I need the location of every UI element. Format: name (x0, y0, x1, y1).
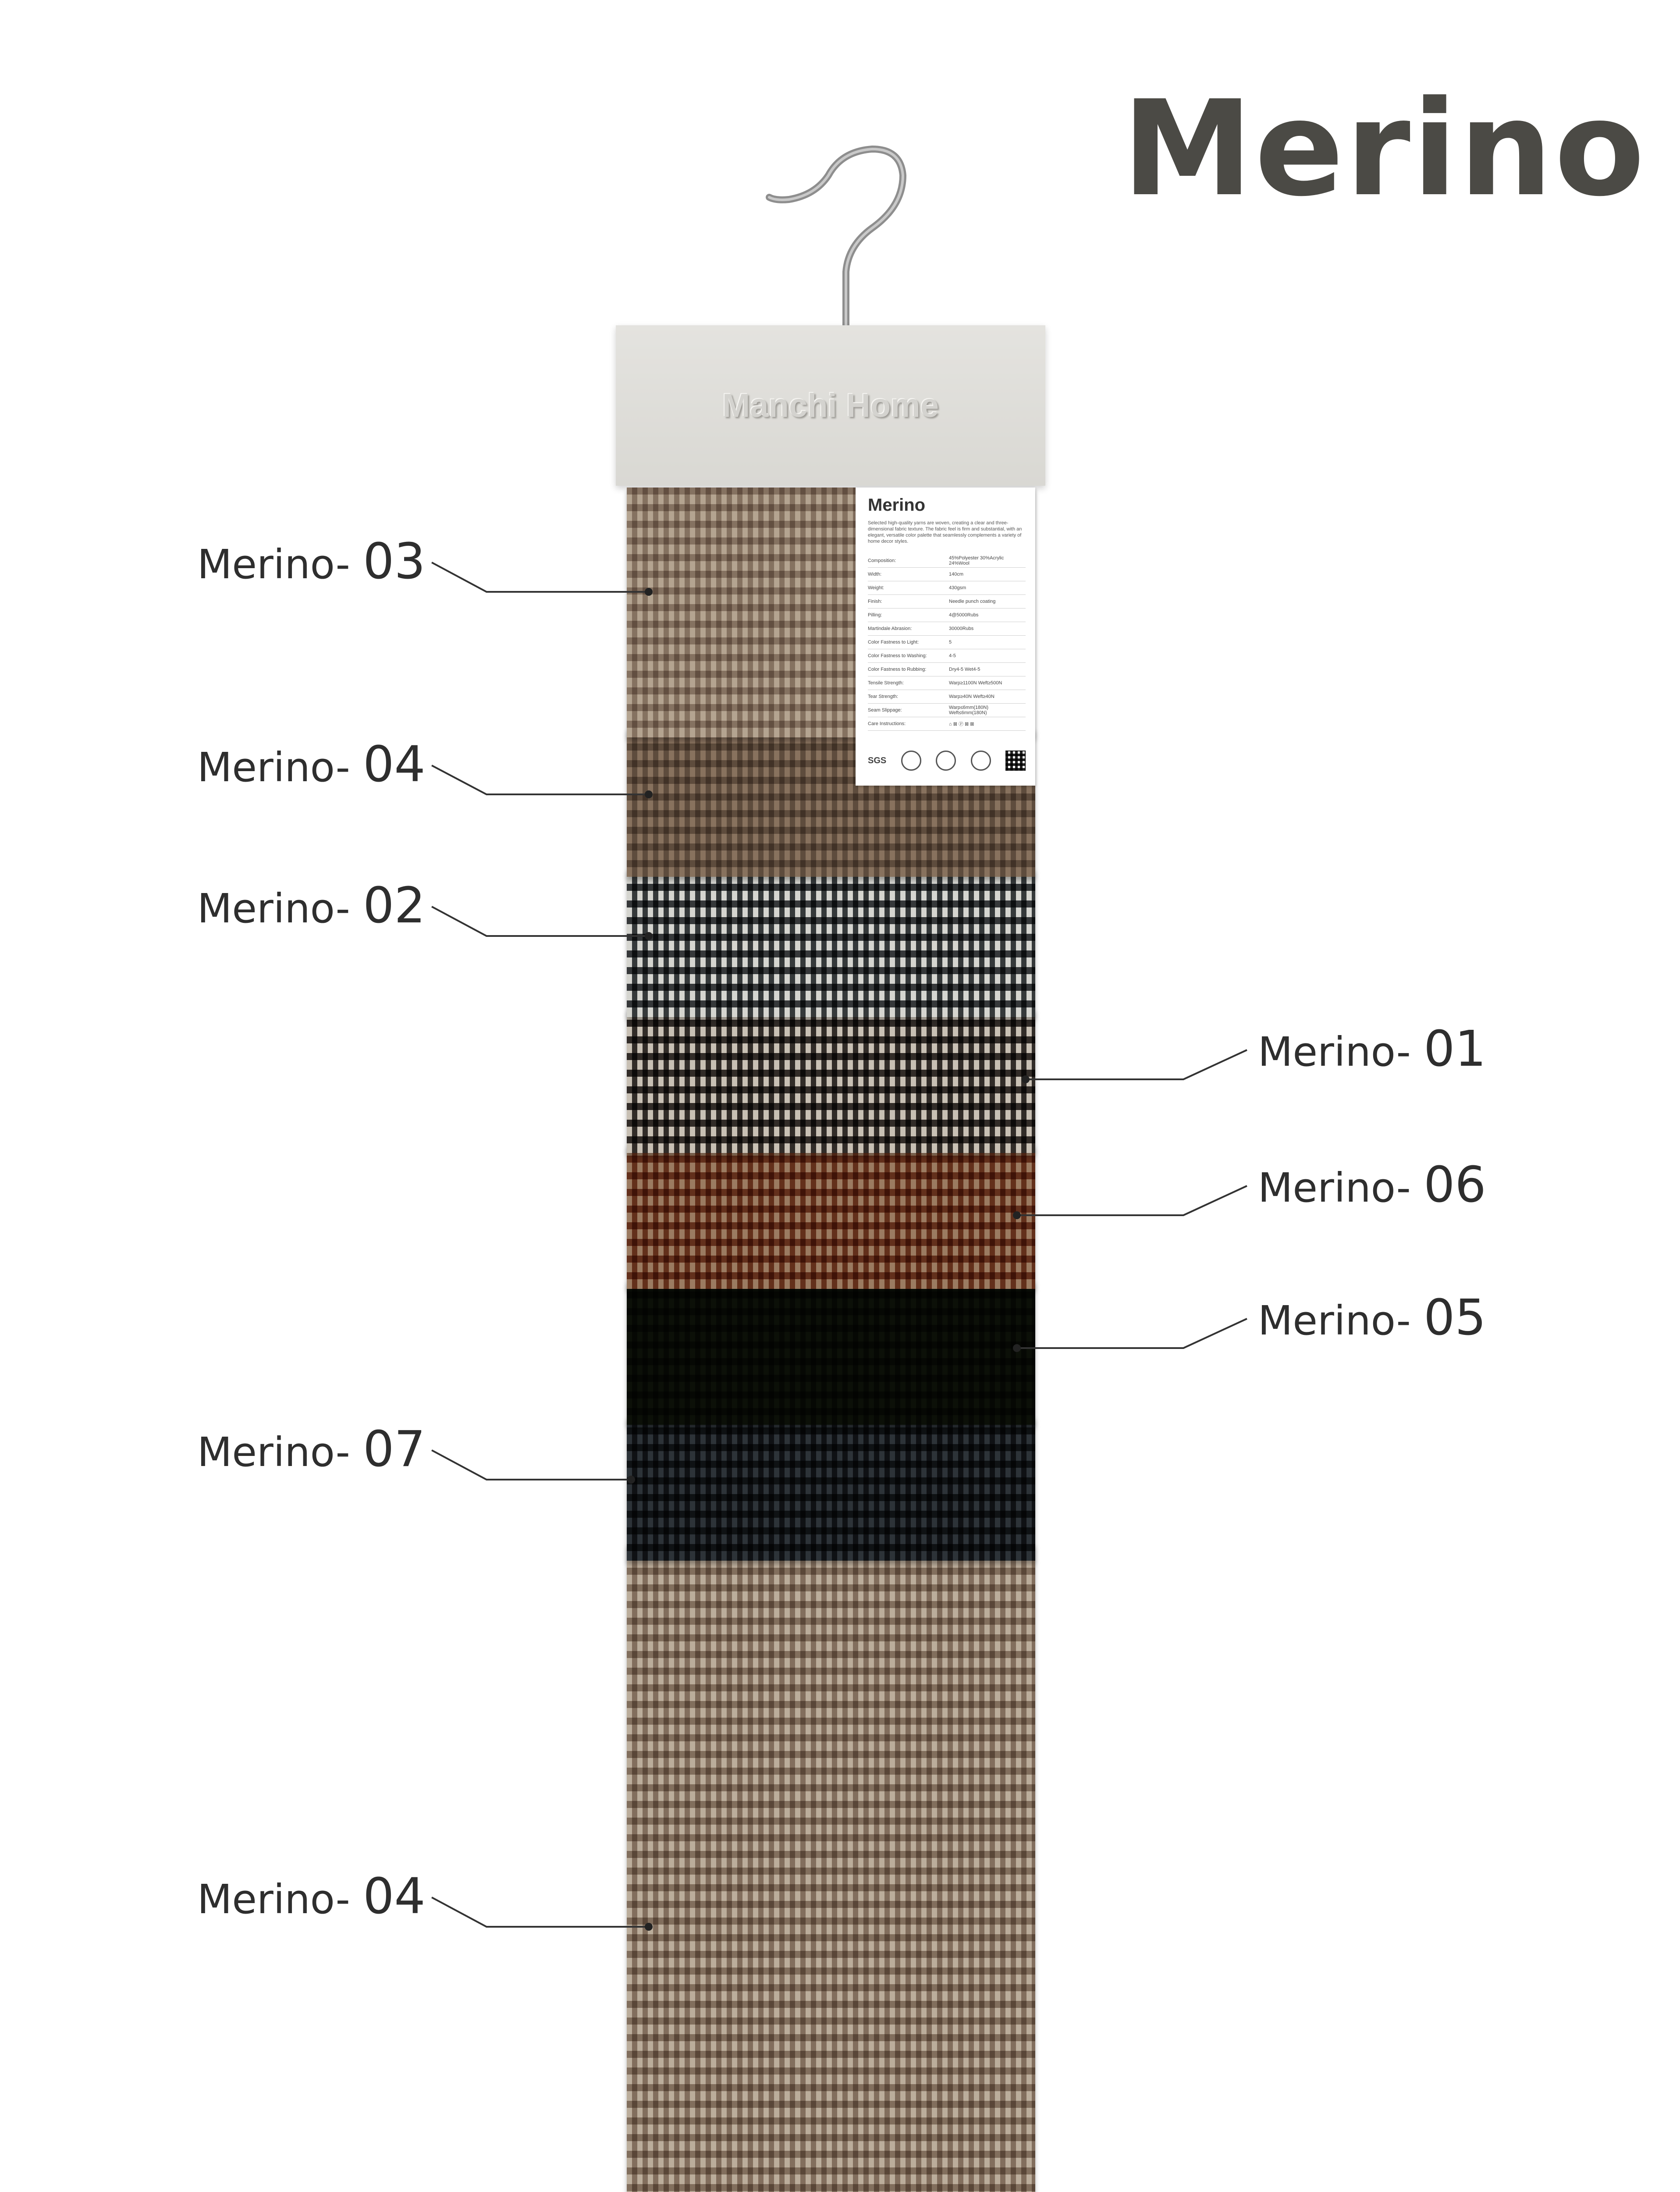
callout-prefix: Merino- (1258, 1028, 1424, 1075)
swatch-merino-06 (627, 1144, 1035, 1289)
spec-value: 4-5 (949, 653, 956, 658)
callout-number: 06 (1424, 1156, 1486, 1213)
callout-number: 05 (1424, 1289, 1486, 1346)
spec-value: Needle punch coating (949, 599, 996, 604)
spec-key: Finish: (868, 599, 882, 604)
spec-key: Color Fastness to Rubbing: (868, 667, 927, 672)
callout-prefix: Merino- (1258, 1164, 1424, 1211)
ce-logo-icon (936, 751, 956, 771)
callout-number: 04 (363, 736, 426, 793)
spec-key: Weight: (868, 585, 884, 591)
callout-merino-04 (197, 736, 426, 793)
spec-key: Martindale Abrasion: (868, 626, 912, 631)
spec-key: Tensile Strength: (868, 680, 904, 686)
spec-card (856, 488, 1035, 786)
callout-number: 01 (1424, 1021, 1486, 1078)
sgs-logo-icon: SGS (868, 755, 887, 765)
brand-logo: Manchi Home (722, 387, 939, 424)
spec-value: 5 (949, 640, 952, 645)
spec-value: 4@5000Rubs (949, 612, 979, 618)
spec-table (868, 554, 1026, 731)
spec-row (868, 581, 1026, 595)
callout-number: 02 (363, 877, 426, 934)
certification-logos (868, 751, 1026, 771)
spec-row (868, 649, 1026, 663)
oeko-logo-icon (901, 751, 921, 771)
spec-value: Dry4-5 Wet4-5 (949, 667, 980, 672)
spec-row (868, 554, 1026, 568)
callout-merino-05 (1258, 1289, 1486, 1346)
swatch-merino-01 (627, 1008, 1035, 1153)
page-title: Merino (1122, 72, 1647, 225)
spec-key: Composition: (868, 558, 896, 563)
callout-merino-01 (1258, 1021, 1486, 1078)
callout-prefix: Merino- (197, 1876, 363, 1923)
spec-value: Warp≥40N Weft≥40N (949, 694, 995, 699)
spec-card-description: Selected high-quality yarns are woven, creating a clear and three-dimensional fabric texture. The fabric feel is firm and substantial, with an elegant, versatile color palette that seamlessly complements a variety of home decor styles. (868, 520, 1022, 544)
spec-key: Seam Slippage: (868, 708, 902, 713)
spec-value: 140cm (949, 572, 964, 577)
spec-row (868, 622, 1026, 636)
callout-prefix: Merino- (197, 1429, 363, 1476)
spec-card-title: Merino (868, 495, 926, 515)
callout-prefix: Merino- (197, 541, 363, 588)
callout-merino-03 (197, 533, 426, 590)
spec-value: Warp≥1100N Weft≥500N (949, 680, 1002, 686)
spec-row (868, 676, 1026, 690)
qr-code-icon (1005, 751, 1026, 771)
spec-key: Color Fastness to Light: (868, 640, 919, 645)
spec-key: Pilling: (868, 612, 882, 618)
spec-row (868, 568, 1026, 581)
spec-value: 430gsm (949, 585, 966, 591)
spec-row (868, 690, 1026, 704)
grs-logo-icon (971, 751, 991, 771)
callout-prefix: Merino- (1258, 1297, 1424, 1344)
swatch-merino-02 (627, 868, 1035, 1017)
spec-row (868, 608, 1026, 622)
spec-key: Width: (868, 572, 882, 577)
spec-key: Color Fastness to Washing: (868, 653, 927, 658)
spec-row (868, 704, 1026, 717)
spec-row (868, 595, 1026, 608)
callout-prefix: Merino- (197, 885, 363, 932)
callout-merino-02 (197, 877, 426, 934)
spec-row (868, 636, 1026, 649)
spec-value: Warp≤6mm(180N) Weft≤6mm(180N) (949, 705, 988, 715)
callout-number: 04 (363, 1868, 426, 1925)
callout-merino-04-large (197, 1868, 426, 1925)
swatch-merino-04-large (627, 1543, 1035, 2192)
spec-key: Care Instructions: (868, 721, 906, 726)
callout-number: 07 (363, 1421, 426, 1478)
callout-number: 03 (363, 533, 426, 590)
spec-value: 45%Polyester 30%Acrylic 24%Wool (949, 555, 1004, 566)
callout-merino-06 (1258, 1156, 1486, 1213)
spec-row (868, 663, 1026, 676)
callout-prefix: Merino- (197, 744, 363, 791)
care-icons: ⌂ ⊠ Ⓟ ⊠ ⊠ (949, 722, 974, 727)
swatch-merino-07 (627, 1416, 1035, 1561)
callout-merino-07 (197, 1421, 426, 1478)
swatch-merino-05 (627, 1280, 1035, 1425)
spec-value: 30000Rubs (949, 626, 974, 631)
spec-key: Tear Strength: (868, 694, 899, 699)
hanger-header-card (616, 325, 1045, 486)
spec-row (868, 717, 1026, 731)
